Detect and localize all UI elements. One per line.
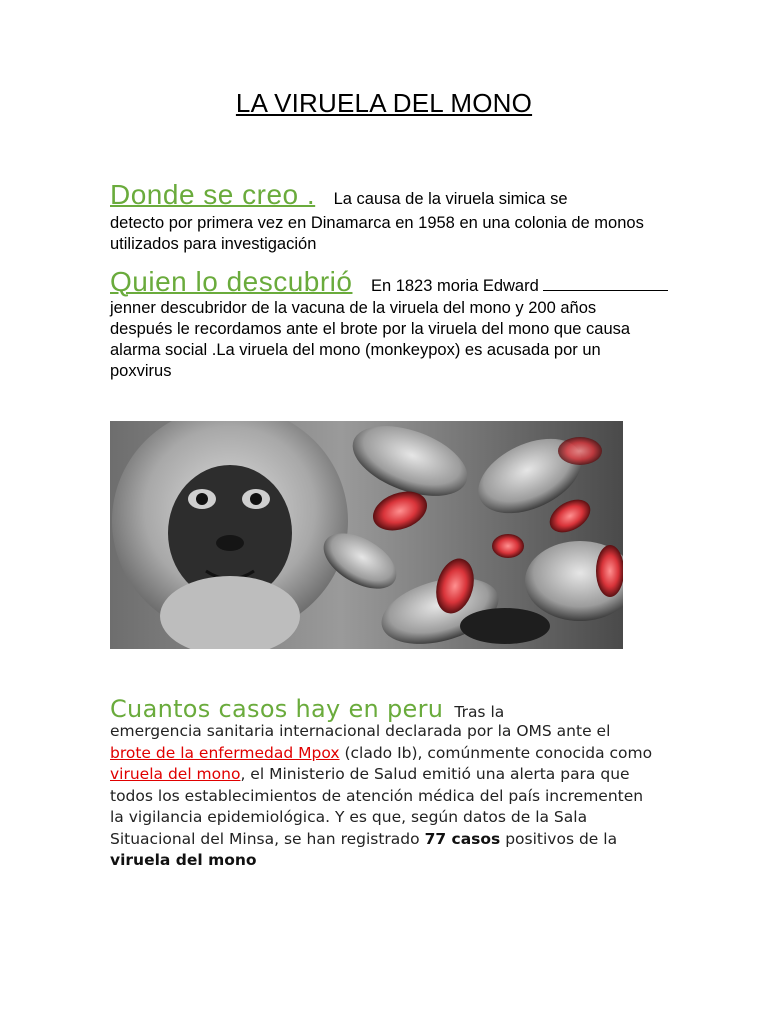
link-brote-mpox[interactable]: brote de la enfermedad Mpox bbox=[110, 743, 340, 762]
section-heading: Quien lo descubrió bbox=[110, 266, 353, 297]
paragraph-text: jenner descubridor de la vacuna de la viruela del mono y 200 años después le recordamos ante el brote por la viruela del mono que causa alarma social .La viruela del mono (monkeypox) es acusada por un poxvirus bbox=[110, 299, 631, 380]
section-donde-se-creo bbox=[110, 178, 650, 255]
underline-rule bbox=[543, 289, 668, 291]
bold-case-count: 77 casos bbox=[424, 829, 501, 848]
section-heading: Cuantos casos hay en peru bbox=[110, 695, 444, 723]
paragraph-first-line: La causa de la viruela simica se bbox=[333, 190, 568, 208]
paragraph-first-line: En 1823 moria Edward bbox=[370, 277, 539, 295]
section-quien-lo-descubrio bbox=[110, 265, 750, 382]
paragraph-text: detecto por primera vez en Dinamarca en 1958 en una colonia de monos utilizados para investigación bbox=[110, 214, 644, 253]
paragraph-first-line: Tras la bbox=[454, 703, 505, 721]
paragraph-text: emergencia sanitaria internacional declarada por la OMS ante el brote de la enfermedad Mpox (clado Ib), comúnmente conocida como viruela del mono, el Ministerio de Salud emitió una alerta para que todos los establecimientos de atención médica del país incrementen la vigilancia epidemiológica. Y es que, según datos de la Sala Situacional del Minsa, se han registrado 77 casos positivos de la viruela del mono bbox=[110, 722, 653, 869]
link-viruela-del-mono[interactable]: viruela del mono bbox=[110, 765, 241, 783]
section-heading: Donde se creo . bbox=[110, 179, 316, 210]
bold-disease-name: viruela del mono bbox=[110, 851, 257, 869]
section-cuantos-casos bbox=[110, 692, 655, 872]
monkey-virus-image bbox=[110, 421, 623, 649]
page-title: LA VIRUELA DEL MONO bbox=[235, 88, 533, 118]
